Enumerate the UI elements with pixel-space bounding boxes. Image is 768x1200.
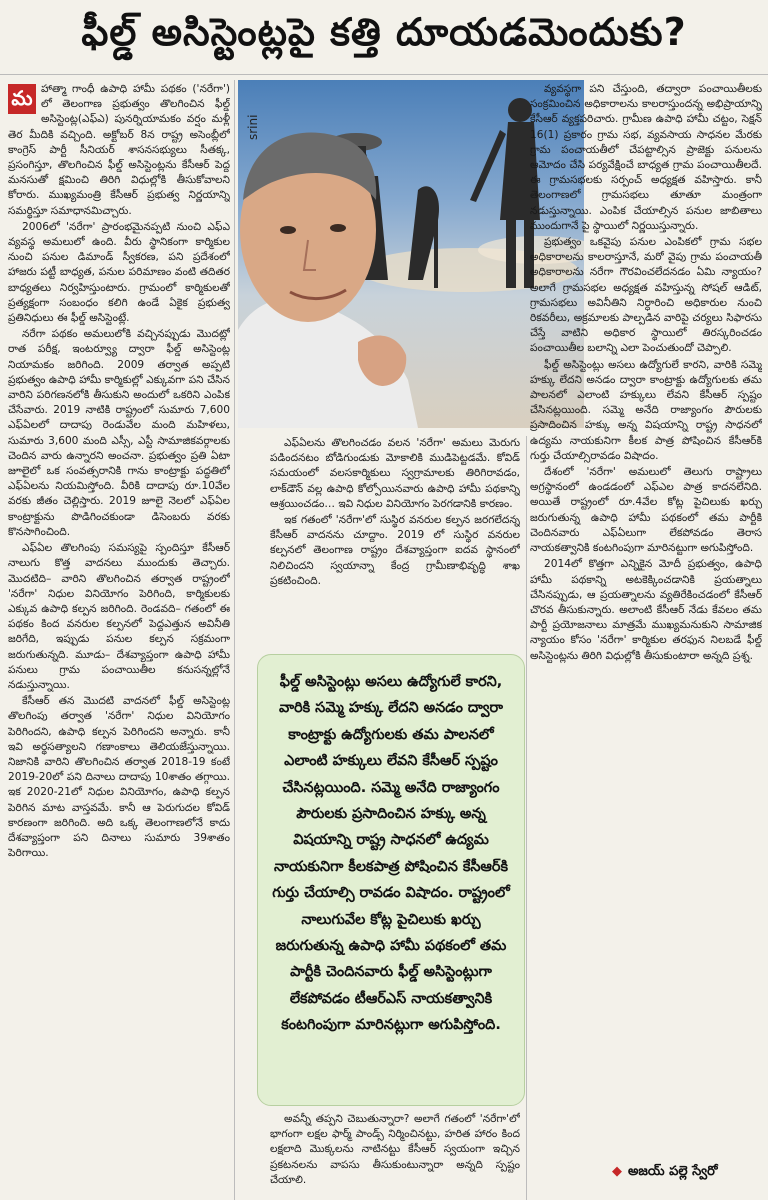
paragraph: 2006లో 'నరేగా' ప్రారంభమైనప్పటి నుంచి ఎఫ్ఎ వ్యవస్థ అమలులో ఉంది. వీరు స్థానికంగా కార్మికుల నుంచి పనుల డిమాండ్ స్వీకరణ, పని ప్రదేశంలో హాజరు పట్టీ బాధ్యత, పనుల పరిమాణం వంటి తదితర బాధ్యతలు నిర్వహిస్తుంటారు. గ్రామంలో కార్మికులతో ప్రత్యక్షంగా సంబంధం కలిగి ఉండే ఏకైక ప్రభుత్వ ప్రతినిధులు ఈ ఫీల్డ్ అసిస్టెంట్లే.	[8, 220, 230, 325]
page-headline: ఫీల్డ్ అసిస్టెంట్లపై కత్తి దూయడమెందుకు?	[0, 0, 768, 75]
article-column-2-continued	[270, 1112, 520, 1200]
column-divider	[526, 436, 527, 1200]
pull-quote: ఫీల్డ్ అసిస్టెంట్లు అసలు ఉద్యోగులే కారని, వారికి సమ్మె హక్కు లేదని అనడం ద్వారా కాంట్రాక్టు ఉద్యోగులకు తమ పాలనలో ఎలాంటి హక్కులు లేవని కేసీఆర్ స్పష్టం చేసినట్లయింది. సమ్మె అనేది రాజ్యాంగం పౌరులకు ప్రసాదించిన హక్కు అన్న విషయాన్ని రాష్ట్ర సాధనలో ఉద్యమ నాయకునిగా కీలకపాత్ర పోషించిన కేసీఆర్‌కి గుర్తు చేయాల్సి రావడం విషాదం. రాష్ట్రంలో నాలుగువేల కోట్ల పైచిలుకు ఖర్చు జరుగుతున్న ఉపాధి హామీ పథకంలో తమ పార్టీకి చెందినవారు ఫీల్డ్ అసిస్టెంట్లుగా లేకపోవడం టీఆర్ఎస్ నాయకత్వానికి కంటగింపుగా మారినట్లుగా అగుపిస్తోంది.	[257, 654, 525, 1106]
bullet-icon: ◆	[612, 1164, 622, 1179]
paragraph: ఎఫ్ఏల తొలగింపు సమస్యపై స్పందిస్తూ కేసీఆర్ నాలుగు కొత్త వాదనలు ముందుకు తెచ్చారు. మొదటిది– వారిని తొలగించిన తర్వాత రాష్ట్రంలో 'నరేగా' నిధుల వినియోగం పెరిగింది, కార్మికులకు ఎక్కువ ఉపాధి కల్పన జరిగింది. రెండవది– గతంలో ఈ పథకం కింద వనరుల కల్పనలో పెద్దఎత్తున అవినీతి జరిగేది, ఇప్పుడు పనుల కల్పన సక్రమంగా జరుగుతున్నది. మూడు– దేశవ్యాప్తంగా ఉపాధి హామీ పనులు గ్రామ పంచాయితీల కనుసన్నల్లోనే నడుస్తున్నాయి.	[8, 542, 230, 691]
author-byline	[612, 1164, 718, 1182]
paragraph: కేసీఆర్ తన మొదటి వాదనలో ఫీల్డ్ అసిస్టెంట్ల తొలగింపు తర్వాత 'నరేగా' నిధుల వినియోగం పెరిగిందని, ఉపాధి కల్పన పెరిగిందని అన్నారు. కానీ ఇవి అర్థసత్యాలని గణాంకాలు తెలియజేస్తున్నాయి. నిజానికి వారిని తొలగించిన తర్వాత 2018-19 కంటే 2019-20లో పని దినాలు దాదాపు 10శాతం తగ్గాయి. ఇక 2020-21లో నిధుల వినియోగం, ఉపాధి కల్పన పెరిగిన మాట వాస్తవమే. కానీ ఆ పెరుగుదల కోవిడ్ కారణంగా జరిగింది. అది ఒక్క తెలంగాణలోనే కాదు దేశవ్యాప్తంగా పని దినాలు సుమారు 39శాతం పెరిగాయి.	[8, 695, 230, 860]
paragraph: ఇక గతంలో 'నరేగా'లో సుస్థిర వనరుల కల్పన జరగలేదన్న కేసీఆర్ వాదనను చూద్దాం. 2019 లో సుస్థిర వనరుల కల్పనలో తెలంగాణ రాష్ట్రం దేశవ్యాప్తంగా ఐదవ స్థానంలో నిలిచిందని స్వయాన్నా కేంద్ర గ్రామీణాభివృద్ధి శాఖ ప్రకటించింది.	[270, 514, 520, 587]
column-divider	[234, 80, 235, 1200]
article-column-3	[530, 82, 762, 1162]
paragraph: దేశంలో 'నరేగా' అమలులో తెలుగు రాష్ట్రాలు అగ్రస్థానంలో ఉండడంలో ఎఫ్ఎల పాత్ర కాదనలేనిది. అయితే రాష్ట్రంలో రూ.4వేల కోట్ల పైచిలుకు ఖర్చు జరుగుతున్న ఉపాధి హామీ పథకంలో తమ పార్టీకి చెందినవారు ఎఫ్ఏలుగా లేకపోవడం తెరాస నాయకత్వానికి కంటగింపుగా మారినట్టుగా అగుపిస్తోంది.	[530, 466, 762, 555]
article-column-2	[270, 436, 520, 646]
paragraph: హాత్మా గాంధీ ఉపాధి హామీ పథకం ('నరేగా') లో తెలంగాణ ప్రభుత్వం తొలగించిన ఫీల్డ్ అసిస్టెంట్ల(ఎఫ్ఎ) పునర్నియామకం వర్షం మళ్లీ తెర మీదికి వచ్చింది. అక్టోబర్ 8న రాష్ట్ర అసెంబ్లీలో కాంగ్రెస్ పార్టీ సీనియర్ శాసనసభ్యులు సీతక్క, ప్రసంగిస్తూ, తొలగించిన ఫీల్డ్ అసిస్టెంట్లను కేసీఆర్ పెద్ద మనసుతో క్షమించి తిరిగి విధుల్లోకి తీసుకోవాలని కోరారు. ముఖ్యమంత్రి కేసీఆర్ ప్రభుత్వ నిర్ణయాన్ని సమర్థిస్తూ సమాధానమిచ్చారు.	[8, 83, 230, 217]
paragraph: వ్యవస్థగా పని చేస్తుంది, తద్వారా పంచాయితీలకు సంక్రమించిన అధికారాలను కాలరాస్తుందన్న అభిప్రాయాన్ని కేసీఆర్ వ్యక్తపరిచారు. గ్రామీణ ఉపాధి హామీ చట్టం, సెక్షన్ 16(1) ప్రకారం గ్రామ సభ, వ్యవసాయ సాధనల మేరకు గ్రామ పంచాయతీలో చేపట్టాల్సిన ప్రాజెక్టు పనులను ఆమోదం చేసి పర్యవేక్షించే బాధ్యత గ్రామ పంచాయితీలదే. ఈ గ్రామసభలకు సర్పంచ్ అధ్యక్షత వహిస్తారు. కానీ తెలంగాణలో గ్రామసభలు తూతూ మంత్రంగా నడుస్తున్నాయి. ఎంపిక చేయాల్సిన పనుల జాబితాలు ముందుగానే పై స్థాయిలో నిర్ణయిస్తున్నారు.	[530, 83, 762, 232]
paragraph: ప్రభుత్వం ఒకవైపు పనుల ఎంపికలో గ్రామ సభల అధికారాలను కాలరాస్తూనే, మరో వైపు గ్రామ పంచాయతీ అధికారాలను నరేగా గౌరవించలేదనడం ఏమి న్యాయం? అలాగే గ్రామసభల అధ్యక్షత వహిస్తున్న సోషల్ ఆడిట్, గ్రామసభలు అవినీతిని నిర్ధారించి అధికారుల నుంచి రికవరీలు, అక్రమాలకు పాల్పడిన వారిపై చర్యలు సిఫారసు చేస్తే వాటిని అధికార స్థాయిలో తిరస్కరించడం పంచాయితీల బలాన్ని ఎలా పెంచుతుందో చెప్పాలి.	[530, 236, 762, 355]
paragraph: నరేగా పథకం అమలులోకి వచ్చినప్పుడు మొదట్లో రాత పరీక్ష, ఇంటర్వ్యూ ద్వారా ఫీల్డ్ అసిస్టెంట్ల నియామకం జరిగింది. 2009 తర్వాత అప్పటి ప్రభుత్వం ఉపాధి హామీ కార్మికుల్లో ఎక్కువగా పని చేసిన వారిని పరిగణనలోకి తీసుకుని అందులో ఒకరిని ఎంపిక చేసేవారు. 2019 నాటికి రాష్ట్రంలో సుమారు 7,600 ఎఫ్ఏలలో దాదాపు రెండువేల మంది మహిళలు, సుమారు 3,600 మంది ఎస్సీ, ఎస్టీ సామాజికవర్గాలకు చెందిన వారు ఉన్నారని అంచనా. ప్రభుత్వం ప్రతి ఏటా జూలైలో ఒక సంవత్సరానికి గాను కాంట్రాక్టు పద్ధతిలో ఎఫ్ఏలను నియమిస్తోంది. వీరికి దాదాపు రూ.10వేల వరకు జీతం చెల్లిస్తారు. 2019 జూలై నెలలో ఎఫ్ఏల కాంట్రాక్టును పొడిగించకుండా డిసెంబరు వరకు కొనసాగించింది.	[8, 328, 230, 538]
paragraph: ఫీల్డ్ అసిస్టెంట్లు అసలు ఉద్యోగులే కారని, వారికి సమ్మె హక్కు లేదని అనడం ద్వారా కాంట్రాక్టు ఉద్యోగులకు తమ పాలనలో ఎలాంటి హక్కులు లేవని కేసీఆర్ స్పష్టం చేసినట్లయింది. సమ్మె అనేది రాజ్యాంగం పౌరులకు ప్రసాదించిన హక్కు అన్న విషయాన్ని రాష్ట్ర సాధనలో ఉద్యమ నాయకునిగా కీలక పాత్ర పోషించిన కేసీఆర్‌కి గుర్తు చేయాల్సిరావడం విషాదం.	[530, 358, 762, 462]
photo-credit: srini	[246, 114, 260, 140]
paragraph: ఎఫ్ఏలను తొలగించడం వలన 'నరేగా' అమలు మెరుగు పడిందనటం బోడిగుండుకు మోకాలికి ముడిపెట్టడమే. కోవిడ్ సమయంలో వలసకార్మికులు స్వగ్రామాలకు తిరిగిరావడం, లాక్‌డౌన్ వల్ల ఉపాధి కోల్పోయినవారు ఉపాధి హామీ పథకాన్ని ఆశ్రయించడం… ఇవి నిధుల వినియోగం పెరగడానికి కారణం.	[270, 437, 520, 510]
drop-cap: మ	[8, 84, 36, 114]
paragraph: అవన్నీ తప్పని చెబుతున్నారా? అలాగే గతంలో 'నరేగా'లో భాగంగా లక్షల ఫార్మ్ పాండ్స్ నిర్మించినట్టు, హరిత హారం కింద లక్షలాది మొక్కలను నాటినట్టు కేసీఆర్ స్వయంగా ఇచ్చిన ప్రకటనలను వాపసు తీసుకుంటున్నారా అన్నది స్పష్టం చేయాలి.	[270, 1113, 520, 1186]
author-name: అజయ్ పల్లె స్వేరో	[628, 1164, 718, 1179]
article-column-1	[8, 82, 230, 1200]
paragraph: 2014లో కొత్తగా ఎన్నికైన మోదీ ప్రభుత్వం, ఉపాధి హామీ పథకాన్ని అటకెక్కించడానికి ప్రయత్నాలు చేసినప్పుడు, ఆ ప్రయత్నాలను వ్యతిరేకించడంలో కేసీఆర్ చొరవ తీసుకున్నారు. అలాంటి కేసీఆర్ నేడు కేవలం తమ పార్టీ ప్రయోజనాలు మాత్రమే ముఖ్యమనుకుని సామాజిక న్యాయం కోసం 'నరేగా' కార్మికుల తరఫున నిలబడే ఫీల్డ్ అసిస్టెంట్లను తిరిగి విధుల్లోకి తీసుకుంటారా అన్నది ప్రశ్న.	[530, 558, 762, 662]
